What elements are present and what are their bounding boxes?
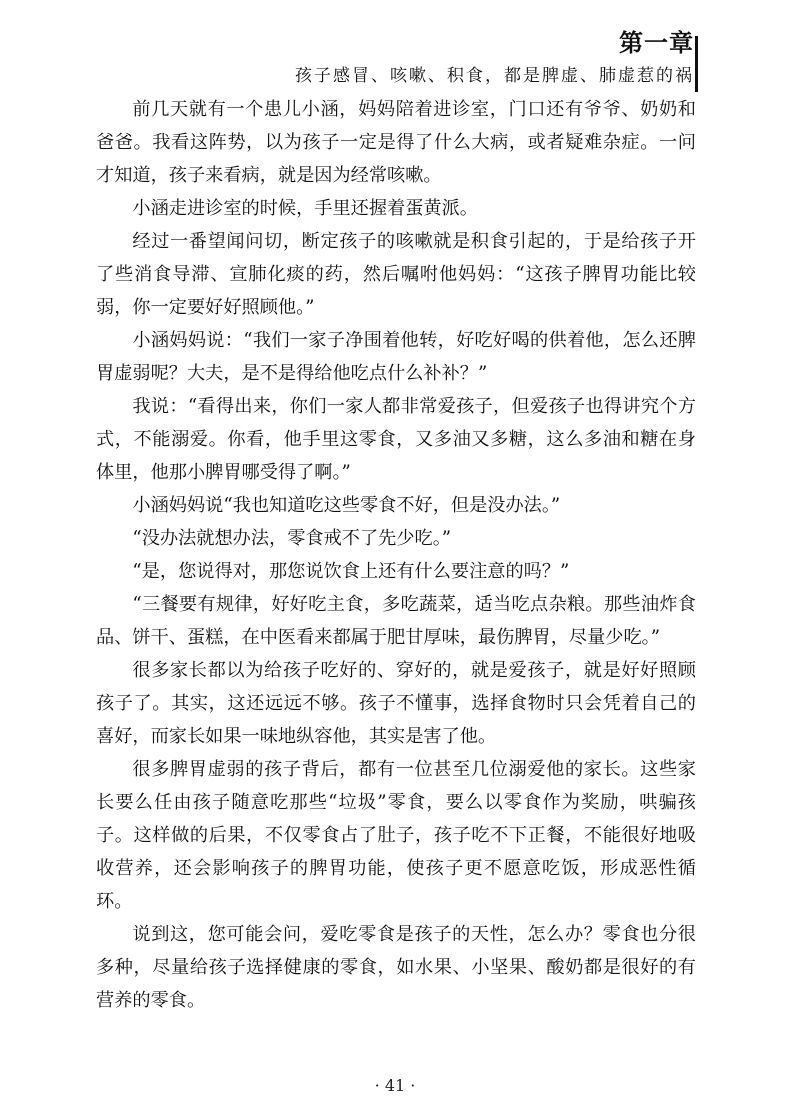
body-text — [96, 93, 696, 1017]
running-header — [295, 28, 694, 88]
paragraph: 小涵走进诊室的时候，手里还握着蛋黄派。 — [132, 198, 478, 219]
header-vertical-rule — [695, 36, 698, 92]
paragraph: 说到这，您可能会问，爱吃零食是孩子的天性，怎么办？零食也分很多种，尽量给孩子选择健康的零食，如水果、小坚果、酸奶都是很好的有营养的零食。 — [96, 924, 696, 1011]
chapter-subtitle: 孩子感冒、咳嗽、积食，都是脾虚、肺虚惹的祸 — [295, 66, 694, 86]
paragraph: “没办法就想办法，零食戒不了先少吃。” — [132, 528, 452, 549]
paragraph: “三餐要有规律，好好吃主食，多吃蔬菜，适当吃点杂粮。那些油炸食品、饼干、蛋糕，在中医看来都属于肥甘厚味，最伤脾胃，尽量少吃。” — [96, 594, 696, 648]
paragraph: 我说：“看得出来，你们一家人都非常爱孩子，但爱孩子也得讲究个方式，不能溺爱。你看，他手里这零食，又多油又多糖，这么多油和糖在身体里，他那小脾胃哪受得了啊。” — [96, 396, 696, 483]
chapter-title: 第一章 — [619, 29, 694, 57]
paragraph: 小涵妈妈说：“我们一家子净围着他转，好吃好喝的供着他，怎么还脾胃虚弱呢？大夫，是不是得给他吃点什么补补？” — [96, 330, 696, 384]
paragraph: 很多家长都以为给孩子吃好的、穿好的，就是爱孩子，就是好好照顾孩子了。其实，这还远远不够。孩子不懂事，选择食物时只会凭着自己的喜好，而家长如果一味地纵容他，其实是害了他。 — [96, 660, 696, 747]
paragraph: 经过一番望闻问切，断定孩子的咳嗽就是积食引起的，于是给孩子开了些消食导滞、宣肺化痰的药，然后嘱咐他妈妈：“这孩子脾胃功能比较弱，你一定要好好照顾他。” — [96, 231, 696, 318]
paragraph: 小涵妈妈说“我也知道吃这些零食不好，但是没办法。” — [132, 495, 561, 516]
paragraph: 前几天就有一个患儿小涵，妈妈陪着进诊室，门口还有爷爷、奶奶和爸爸。我看这阵势，以为孩子一定是得了什么大病，或者疑难杂症。一问才知道，孩子来看病，就是因为经常咳嗽。 — [96, 99, 696, 186]
page-number: · 41 · — [374, 1076, 416, 1095]
paragraph: 很多脾胃虚弱的孩子背后，都有一位甚至几位溺爱他的家长。这些家长要么任由孩子随意吃那些“垃圾”零食，要么以零食作为奖励，哄骗孩子。这样做的后果，不仅零食占了肚子，孩子吃不下正餐，不能很好地吸收营养，还会影响孩子的脾胃功能，使孩子更不愿意吃饭，形成恶性循环。 — [96, 759, 696, 912]
paragraph: “是，您说得对，那您说饮食上还有什么要注意的吗？” — [132, 561, 570, 582]
